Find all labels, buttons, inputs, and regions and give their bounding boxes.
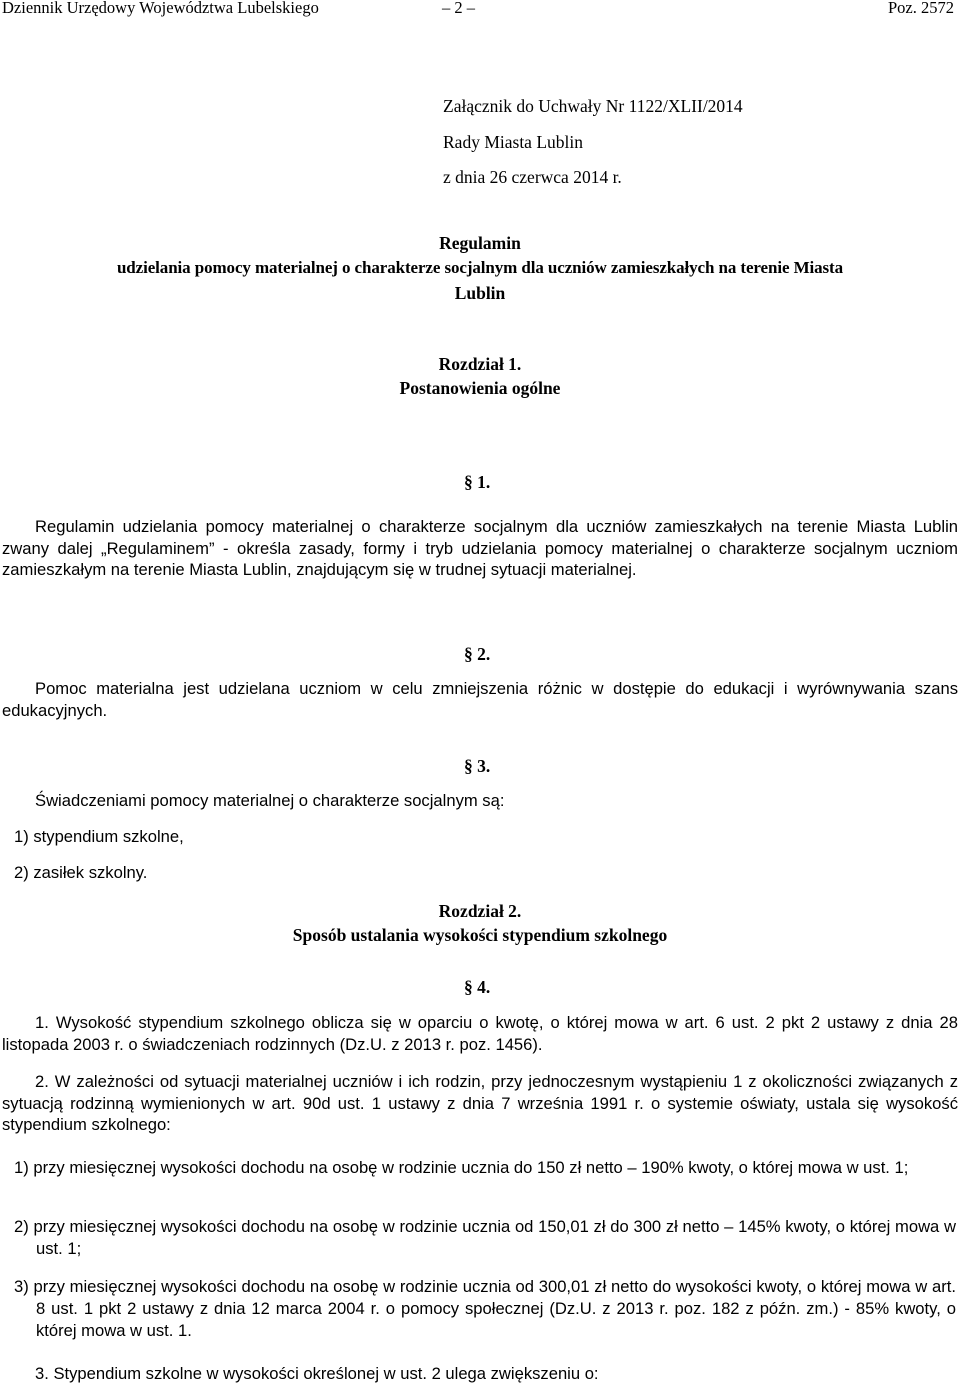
section-2-text: Pomoc materialna jest udzielana uczniom w celu zmniejszenia różnic w dostępie do edukacji i wyrównywania szans edukacyjnych. xyxy=(2,679,958,720)
document-subtitle-end: Lublin xyxy=(454,283,506,303)
chapter-1-number: Rozdział 1. xyxy=(438,354,522,374)
section-4-heading xyxy=(464,976,490,998)
page-number: – 2 – xyxy=(442,0,475,17)
section-sign: § xyxy=(464,756,473,776)
section-1-text: Regulamin udzielania pomocy materialnej o charakterze socjalnym dla uczniów zamieszkałych na terenie Miasta Lublin zwany dalej „Regulaminem” - określa zasady, formy i tryb udzielania pomocy materialnej o charakterze socjalnym uczniom zamieszkałym na terenie Miasta Lublin, znajdującym się w trudnej sytuacji materialnej. xyxy=(2,517,958,579)
list-item: 3) przy miesięcznej wysokości dochodu na osobę w rodzinie ucznia od 300,01 zł netto do wysokości kwoty, o której mowa w art. 8 ust. 1 pkt 2 ustawy z dnia 12 marca 2004 r. o pomocy społecznej (Dz.U. z 2013 r. poz. 182 z późn. zm.) - 85% kwoty, o której mowa w ust. 1. xyxy=(14,1277,956,1340)
section-3-intro: Świadczeniami pomocy materialnej o charakterze socjalnym są: xyxy=(35,791,505,810)
section-3-heading xyxy=(464,755,490,777)
running-header xyxy=(0,0,960,19)
section-number: 4. xyxy=(477,977,491,997)
attachment-line-2: Rady Miasta Lublin xyxy=(443,132,583,152)
section-4-paragraph-1: 1. Wysokość stypendium szkolnego oblicza się w oparciu o kwotę, o której mowa w art. 6 ust. 2 pkt 2 ustawy z dnia 28 listopada 2003 r. o świadczeniach rodzinnych (Dz.U. z 2013 r. poz. 1456). xyxy=(2,1013,958,1054)
attachment-line-3: z dnia 26 czerwca 2014 r. xyxy=(443,167,622,187)
section-sign: § xyxy=(464,472,473,492)
document-title: Regulamin xyxy=(439,233,521,253)
list-item: 1) stypendium szkolne, xyxy=(14,827,184,846)
section-4-paragraph-3: 3. Stypendium szkolne w wysokości określonej w ust. 2 ulega zwiększeniu o: xyxy=(35,1364,599,1383)
section-number: 2. xyxy=(477,644,491,664)
document-subtitle: udzielania pomocy materialnej o charakterze socjalnym dla uczniów zamieszkałych na terenie Miasta xyxy=(116,258,844,277)
list-item: 2) zasiłek szkolny. xyxy=(14,863,148,882)
section-2-heading xyxy=(464,643,490,665)
list-item: 1) przy miesięcznej wysokości dochodu na osobę w rodzinie ucznia do 150 zł netto – 190% kwoty, o której mowa w ust. 1; xyxy=(14,1158,909,1177)
position-number: Poz. 2572 xyxy=(888,0,954,17)
journal-name: Dziennik Urzędowy Województwa Lubelskiego xyxy=(2,0,319,17)
chapter-2-name: Sposób ustalania wysokości stypendium szkolnego xyxy=(292,925,668,945)
section-4-paragraph-2: 2. W zależności od sytuacji materialnej uczniów i ich rodzin, przy jednoczesnym wystąpieniu 1 z okoliczności związanych z sytuacją rodzinną wymienionych w art. 90d ust. 1 ustawy z dnia 7 września 1991 r. o systemie oświaty, ustala się wysokość stypendium szkolnego: xyxy=(2,1072,958,1134)
attachment-line-1: Załącznik do Uchwały Nr 1122/XLII/2014 xyxy=(443,96,743,116)
section-number: 3. xyxy=(477,756,491,776)
chapter-2-number: Rozdział 2. xyxy=(438,901,522,921)
list-item: 2) przy miesięcznej wysokości dochodu na osobę w rodzinie ucznia od 150,01 zł do 300 zł netto – 145% kwoty, o której mowa w ust. 1; xyxy=(14,1217,956,1258)
section-number: 1. xyxy=(477,472,491,492)
section-sign: § xyxy=(464,977,473,997)
section-1-heading xyxy=(464,471,490,493)
chapter-1-name: Postanowienia ogólne xyxy=(399,378,561,398)
section-sign: § xyxy=(464,644,473,664)
